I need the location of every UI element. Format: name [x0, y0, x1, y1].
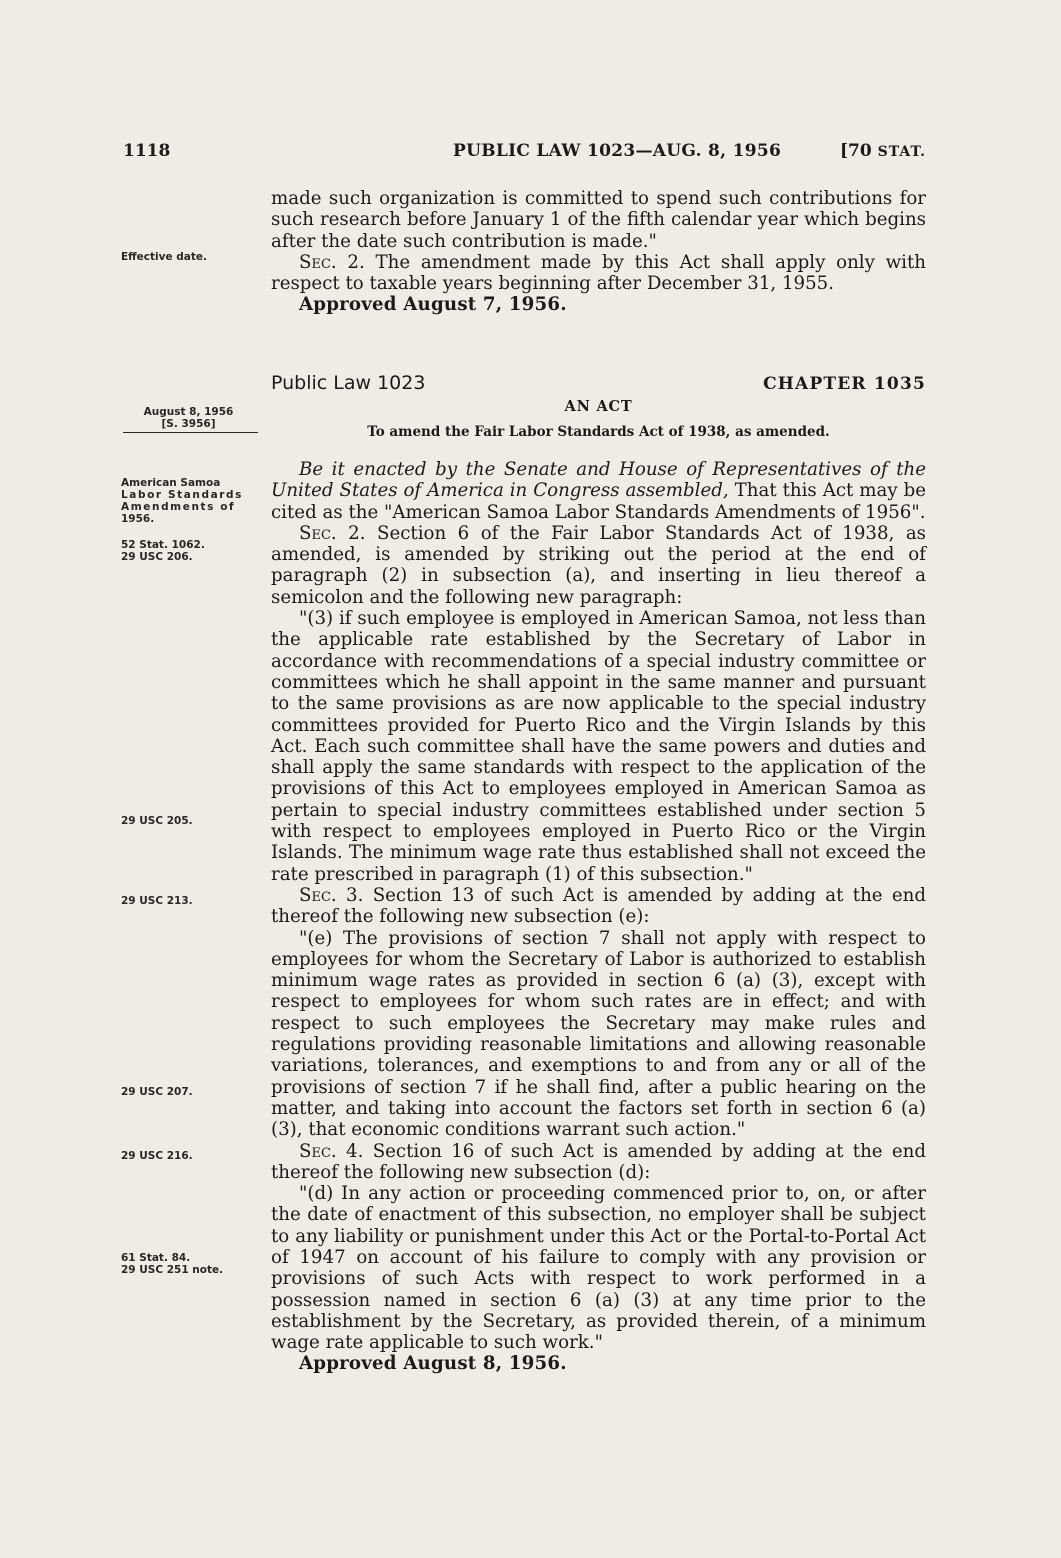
section-label: Sec. 3.	[299, 884, 364, 906]
margin-note-52-stat	[121, 539, 269, 563]
section-4	[271, 1141, 926, 1184]
running-title: PUBLIC LAW 1023—AUG. 8, 1956	[453, 141, 782, 161]
section-label: Sec. 2.	[299, 522, 366, 544]
an-act-heading: AN ACT	[564, 398, 633, 415]
running-header	[123, 141, 926, 171]
short-title-line: Amendments of	[121, 501, 236, 513]
citation-line: 29 USC 206.	[121, 551, 193, 563]
margin-date-line: August 8, 1956	[143, 406, 234, 418]
enacting-text: That this Act may be cited as the "American Samoa Labor Standards Amendments of 1956".	[271, 480, 926, 523]
public-law-number: Public Law 1023	[271, 372, 426, 394]
page-number: 1118	[123, 141, 171, 161]
approved-line-2: Approved August 8, 1956.	[299, 1353, 567, 1375]
margin-note-61-stat	[121, 1252, 269, 1276]
section-text: Section 13 of such Act is amended by adding at the end thereof the following new subsection (e):	[271, 884, 927, 928]
approved-line-1: Approved August 7, 1956.	[299, 294, 567, 316]
continuation-paragraph: made such organization is committed to spend such contributions for such research before January 1 of the fifth calendar year which begins after the date such contribution is made."	[271, 188, 926, 252]
margin-note-29-usc-213: 29 USC 213.	[121, 895, 193, 907]
enacting-italic: Be it enacted by the Senate and House of Representatives of the United States of America in Congress assembled,	[271, 459, 926, 502]
short-title-line: 1956.	[121, 513, 155, 525]
section-text: Section 6 of the Fair Labor Standards Act of 1938, as amended, is amended by striking out the period at the end of paragraph (2) in subsection (a), and inserting in lieu thereof a semicolon and the following new paragraph:	[271, 522, 927, 608]
margin-note-29-usc-216: 29 USC 216.	[121, 1150, 193, 1162]
margin-note-date	[121, 406, 256, 430]
short-title-line: American Samoa	[121, 477, 221, 489]
section-text: Section 16 of such Act is amended by adding at the end thereof the following new subsection (d):	[271, 1140, 927, 1183]
margin-rule	[123, 432, 258, 433]
act-title: To amend the Fair Labor Standards Act of 1938, as amended.	[367, 424, 830, 440]
volume-abbrev: STAT.	[877, 144, 926, 160]
margin-note-29-usc-205: 29 USC 205.	[121, 815, 193, 827]
citation-line: 61 Stat. 84.	[121, 1252, 191, 1264]
section-2	[271, 523, 926, 608]
section-text: The amendment made by this Act shall apply only with respect to taxable years beginning after December 31, 1955.	[271, 251, 927, 295]
effective-section	[271, 252, 926, 295]
section-label: Sec. 4.	[299, 1140, 364, 1162]
subsection-e: "(e) The provisions of section 7 shall not apply with respect to employees for whom the Secretary of Labor is authorized to establish minimum wage rates as provided in section 6 (a) (3), except with respect to employees for whom such rates are in effect; and with respect to such employees the Secretary may make rules and regulations providing reasonable limitations and allowing reasonable variations, tolerances, and exemptions to and from any or all of the provisions of section 7 if he shall find, after a public hearing on the matter, and taking into account the factors set forth in section 6 (a) (3), that economic conditions warrant such action."	[271, 927, 926, 1141]
margin-bill-number: [S. 3956]	[161, 418, 216, 430]
margin-note-short-title	[121, 477, 269, 525]
volume-reference	[840, 141, 926, 161]
main-text	[271, 459, 926, 1375]
short-title-line: Labor Standards	[121, 489, 244, 501]
margin-note-effective-date: Effective date.	[121, 251, 207, 263]
subsection-d: "(d) In any action or proceeding commenced prior to, on, or after the date of enactment of this subsection, no employer shall be subject to any liability or punishment under this Act or the Portal-to-Portal Act of 1947 on account of his failure to comply with any provision or provisions of such Acts with respect to work performed in a possession named in section 6 (a) (3) at any time prior to the establishment by the Secretary, as provided therein, of a minimum wage rate applicable to such work."	[271, 1183, 926, 1354]
paragraph-3: "(3) if such employee is employed in American Samoa, not less than the applicable rate established by the Secretary of Labor in accordance with recommendations of a special industry committee or committees which he shall appoint in the same manner and pursuant to the same provisions as are now applicable to the special industry committees provided for Puerto Rico and the Virgin Islands by this Act. Each such committee shall have the same powers and duties and shall apply the same standards with respect to the application of the provisions of this Act to employees employed in American Samoa as pertain to special industry committees established under section 5 with respect to employees employed in Puerto Rico or the Virgin Islands. The minimum wage rate thus established shall not exceed the rate prescribed in paragraph (1) of this subsection."	[271, 608, 926, 885]
citation-line: 29 USC 251 note.	[121, 1264, 224, 1276]
margin-note-29-usc-207: 29 USC 207.	[121, 1086, 193, 1098]
volume-bracket: [70	[840, 141, 878, 161]
chapter-number: CHAPTER 1035	[763, 374, 926, 394]
citation-line: 52 Stat. 1062.	[121, 539, 205, 551]
enacting-clause	[271, 459, 926, 523]
law-heading	[271, 372, 926, 396]
section-label: Sec. 2.	[299, 251, 365, 273]
top-section	[271, 188, 926, 316]
section-3	[271, 885, 926, 928]
